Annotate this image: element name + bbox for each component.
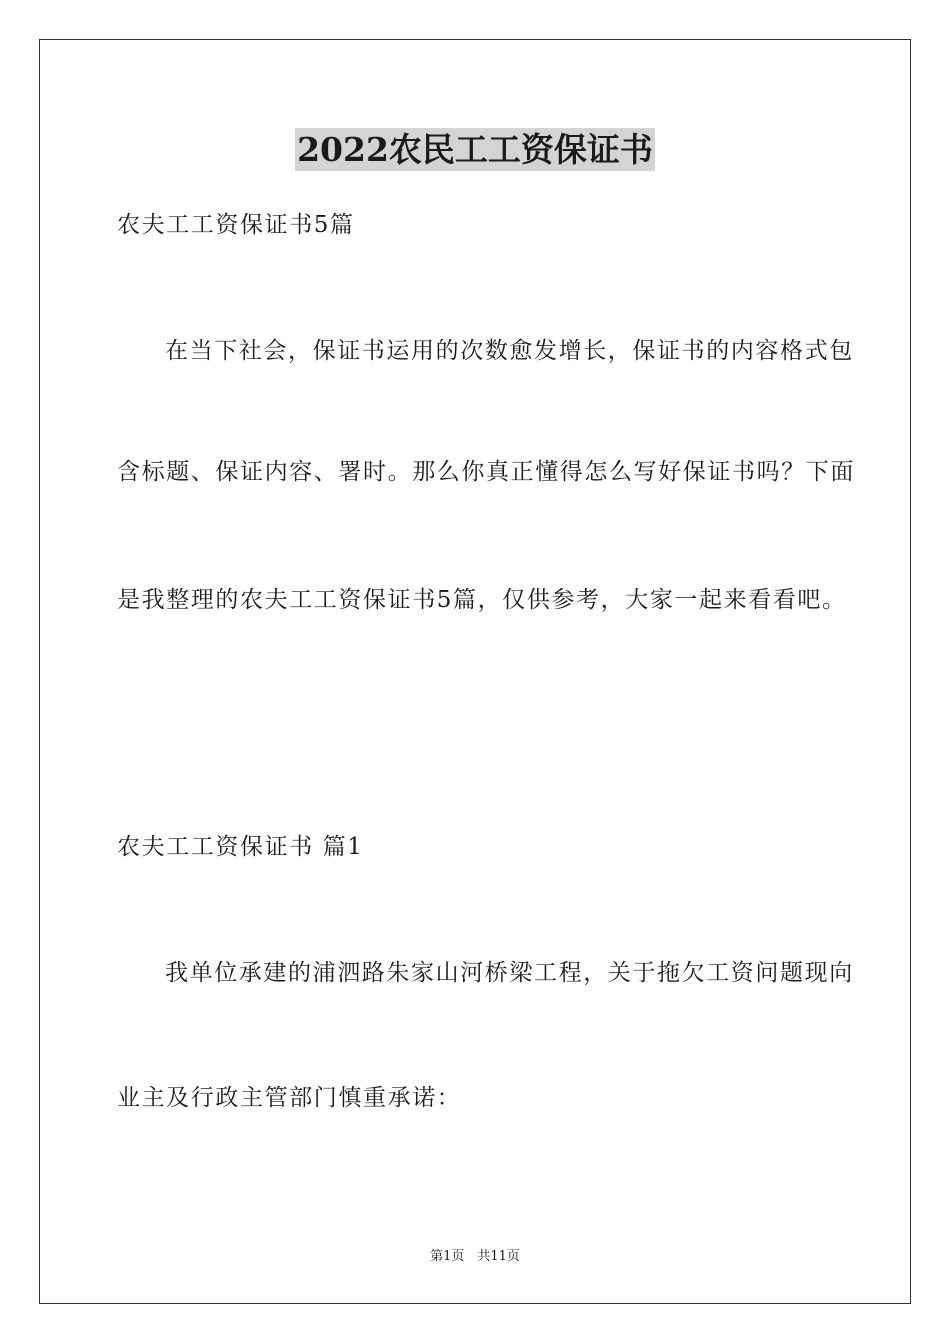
section-paragraph-line-1: 我单位承建的浦泗路朱家山河桥梁工程，关于拖欠工资问题现向 xyxy=(165,960,854,986)
intro-paragraph-line-1: 在当下社会，保证书运用的次数愈发增长，保证书的内容格式包 xyxy=(165,338,854,364)
section-heading: 农夫工工资保证书 篇1 xyxy=(117,834,364,860)
intro-paragraph-line-2: 含标题、保证内容、署时。那么你真正懂得怎么写好保证书吗？下面 xyxy=(117,459,855,485)
page-footer: 第1页 共11页 xyxy=(430,1249,520,1264)
document-title xyxy=(0,126,950,174)
document-subtitle: 农夫工工资保证书5篇 xyxy=(117,212,355,238)
section-paragraph-line-2: 业主及行政主管部门慎重承诺： xyxy=(117,1085,462,1111)
document-title-text: 2022农民工工资保证书 xyxy=(297,130,653,169)
intro-paragraph-line-3: 是我整理的农夫工工资保证书5篇，仅供参考，大家一起来看看吧。 xyxy=(117,587,847,613)
